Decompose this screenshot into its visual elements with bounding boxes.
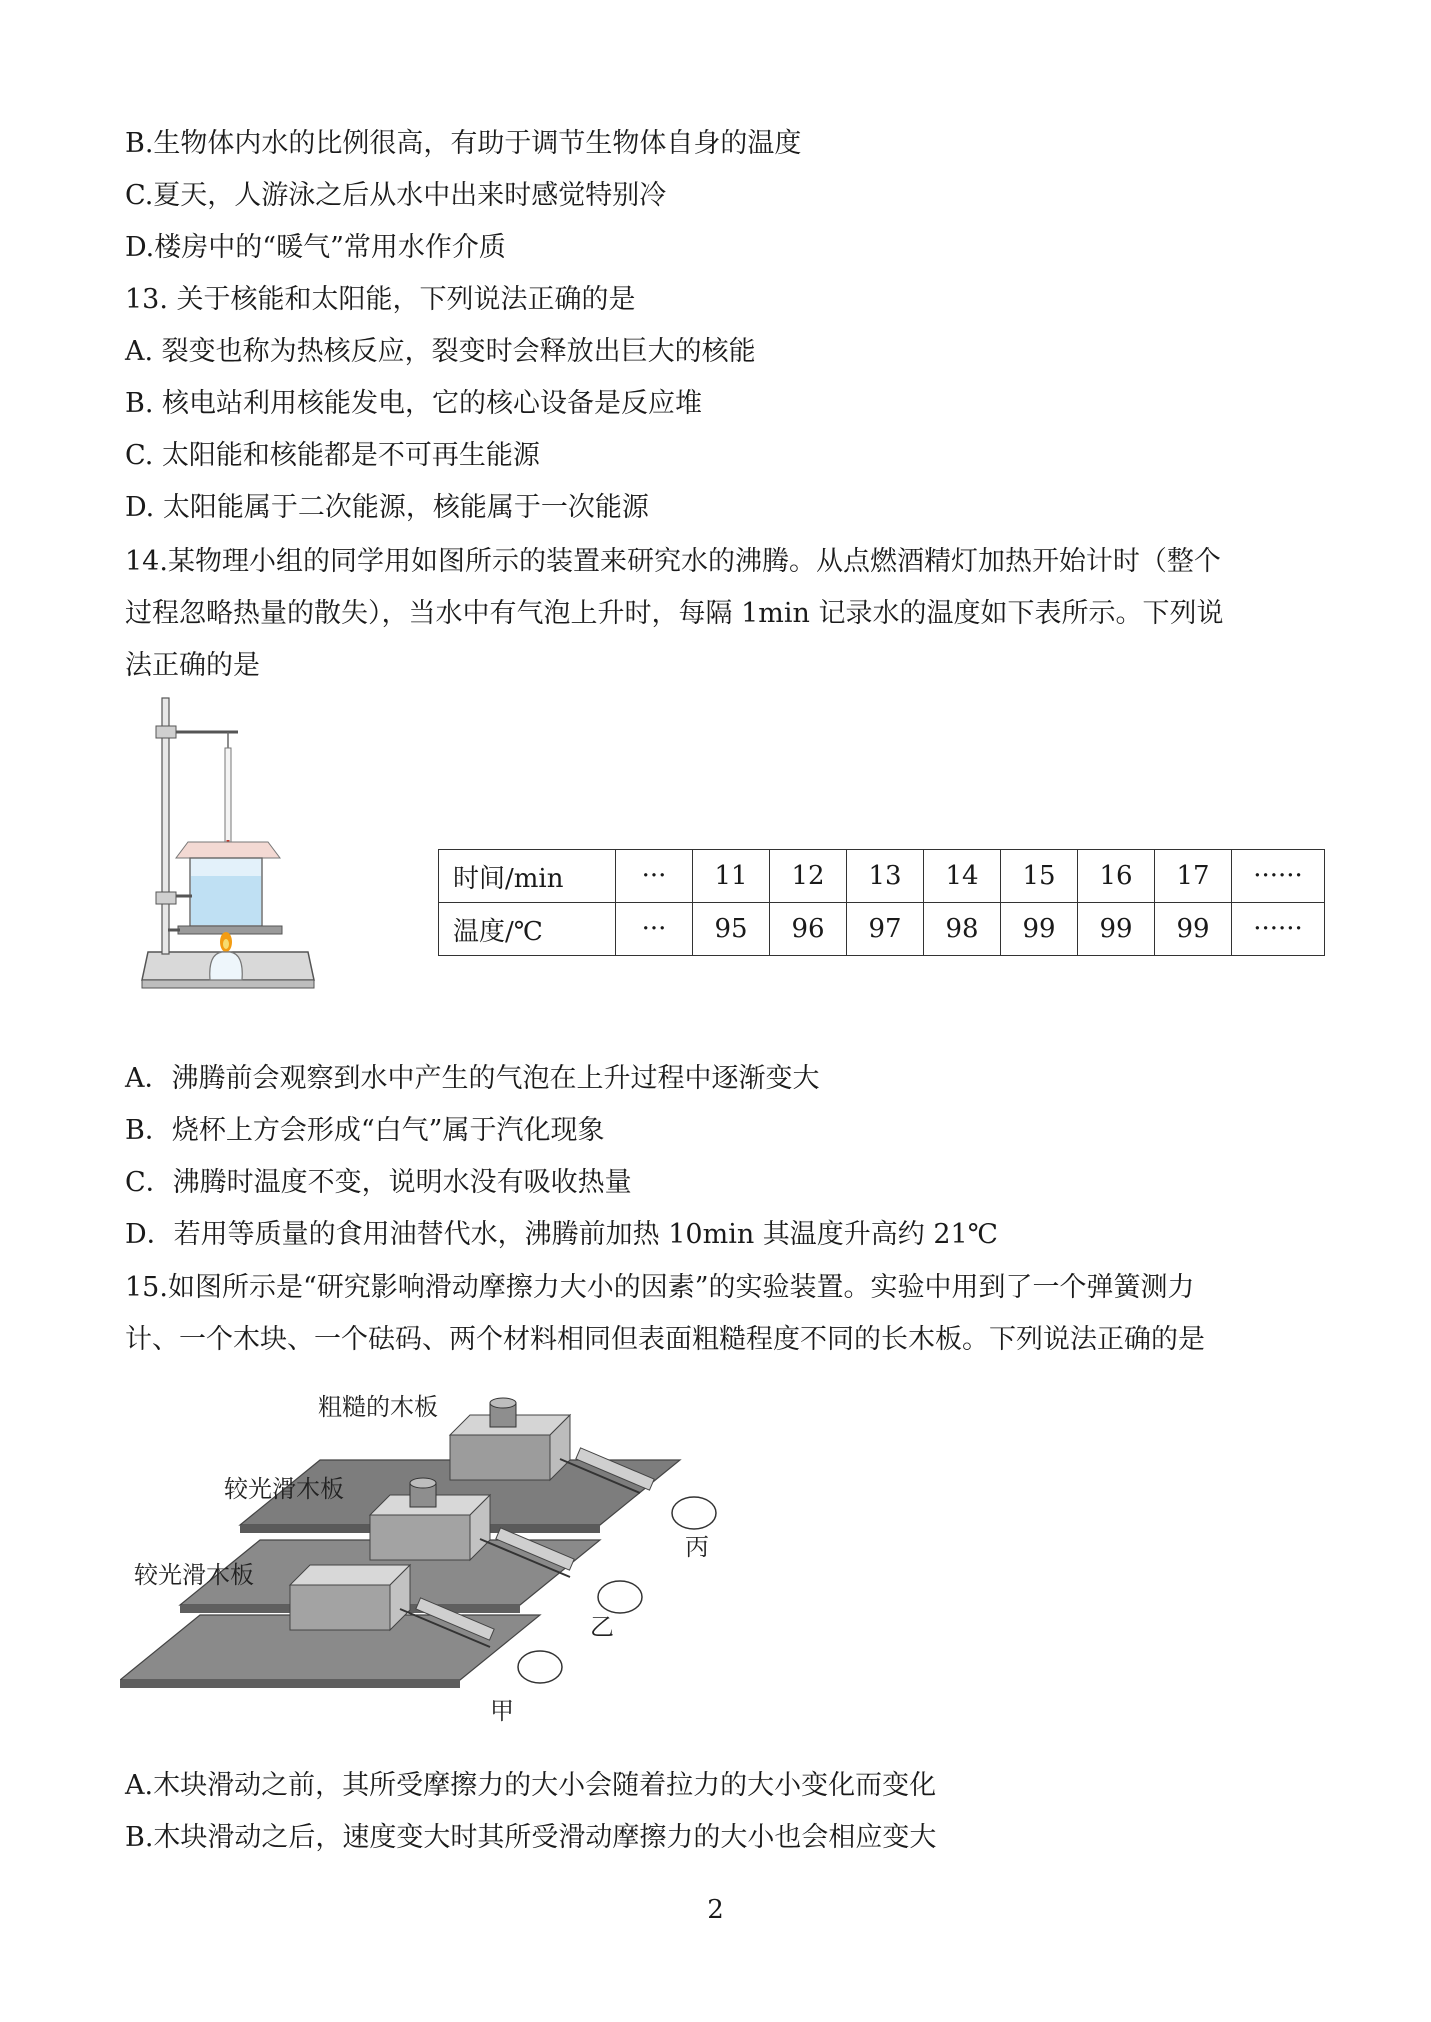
boiling-apparatus-figure	[138, 690, 318, 1000]
table-cell: 13	[847, 850, 924, 903]
table-cell: 99	[1155, 903, 1232, 956]
q15-option-b: B.木块滑动之后，速度变大时其所受滑动摩擦力的大小也会相应变大	[125, 1822, 937, 1853]
table-cell: ······	[1232, 850, 1325, 903]
table-cell: ···	[616, 850, 693, 903]
label-rough-board: 粗糙的木板	[318, 1393, 438, 1421]
table-row	[439, 850, 1325, 903]
q12-option-b: B.生物体内水的比例很高，有助于调节生物体自身的温度	[125, 128, 802, 159]
label-smooth-board-2: 较光滑木板	[134, 1561, 254, 1589]
label-smooth-board-1: 较光滑木板	[224, 1475, 344, 1503]
q13-option-a: A. 裂变也称为热核反应，裂变时会释放出巨大的核能	[125, 336, 756, 367]
q14-stem-line-1: 14.某物理小组的同学用如图所示的装置来研究水的沸腾。从点燃酒精灯加热开始计时（整个	[125, 546, 1221, 577]
q14-option-d: D．若用等质量的食用油替代水，沸腾前加热 10min 其温度升高约 21℃	[125, 1219, 998, 1250]
q13-option-b: B. 核电站利用核能发电，它的核心设备是反应堆	[125, 388, 703, 419]
q13-option-d: D. 太阳能属于二次能源，核能属于一次能源	[125, 492, 649, 523]
label-jia: 甲	[490, 1697, 514, 1725]
label-bing: 丙	[685, 1533, 709, 1561]
q14-option-b: B．烧杯上方会形成“白气”属于汽化现象	[125, 1115, 605, 1146]
q12-option-d: D.楼房中的“暖气”常用水作介质	[125, 232, 506, 263]
q15-stem-line-1: 15.如图所示是“研究影响滑动摩擦力大小的因素”的实验装置。实验中用到了一个弹簧测力	[125, 1272, 1195, 1303]
table-cell: 12	[770, 850, 847, 903]
q13-stem: 13. 关于核能和太阳能，下列说法正确的是	[125, 284, 636, 315]
table-cell: ···	[616, 903, 693, 956]
table-cell: 14	[924, 850, 1001, 903]
table-cell: 11	[693, 850, 770, 903]
q12-option-c: C.夏天，人游泳之后从水中出来时感觉特别冷	[125, 180, 667, 211]
table-cell: 16	[1078, 850, 1155, 903]
table-cell: 99	[1001, 903, 1078, 956]
page-number: 2	[707, 1895, 724, 1925]
table-cell: 温度/℃	[439, 903, 616, 956]
table-cell: 17	[1155, 850, 1232, 903]
label-yi: 乙	[590, 1613, 614, 1641]
q14-stem-line-2: 过程忽略热量的散失），当水中有气泡上升时，每隔 1min 记录水的温度如下表所示。下列说	[125, 598, 1224, 629]
table-cell: 98	[924, 903, 1001, 956]
table-cell: 时间/min	[439, 850, 616, 903]
q15-stem-line-2: 计、一个木块、一个砝码、两个材料相同但表面粗糙程度不同的长木板。下列说法正确的是	[125, 1324, 1205, 1355]
table-cell: 99	[1078, 903, 1155, 956]
q13-option-c: C. 太阳能和核能都是不可再生能源	[125, 440, 540, 471]
table-cell: 96	[770, 903, 847, 956]
q14-stem-line-3: 法正确的是	[125, 650, 260, 681]
table-row	[439, 903, 1325, 956]
temperature-table	[438, 849, 1325, 956]
q14-option-c: C．沸腾时温度不变，说明水没有吸收热量	[125, 1167, 632, 1198]
table-cell: 15	[1001, 850, 1078, 903]
table-cell: ······	[1232, 903, 1325, 956]
q15-option-a: A.木块滑动之前，其所受摩擦力的大小会随着拉力的大小变化而变化	[125, 1770, 937, 1801]
friction-experiment-figure	[120, 1375, 800, 1735]
table-cell: 97	[847, 903, 924, 956]
q14-option-a: A．沸腾前会观察到水中产生的气泡在上升过程中逐渐变大	[125, 1063, 820, 1094]
table-cell: 95	[693, 903, 770, 956]
